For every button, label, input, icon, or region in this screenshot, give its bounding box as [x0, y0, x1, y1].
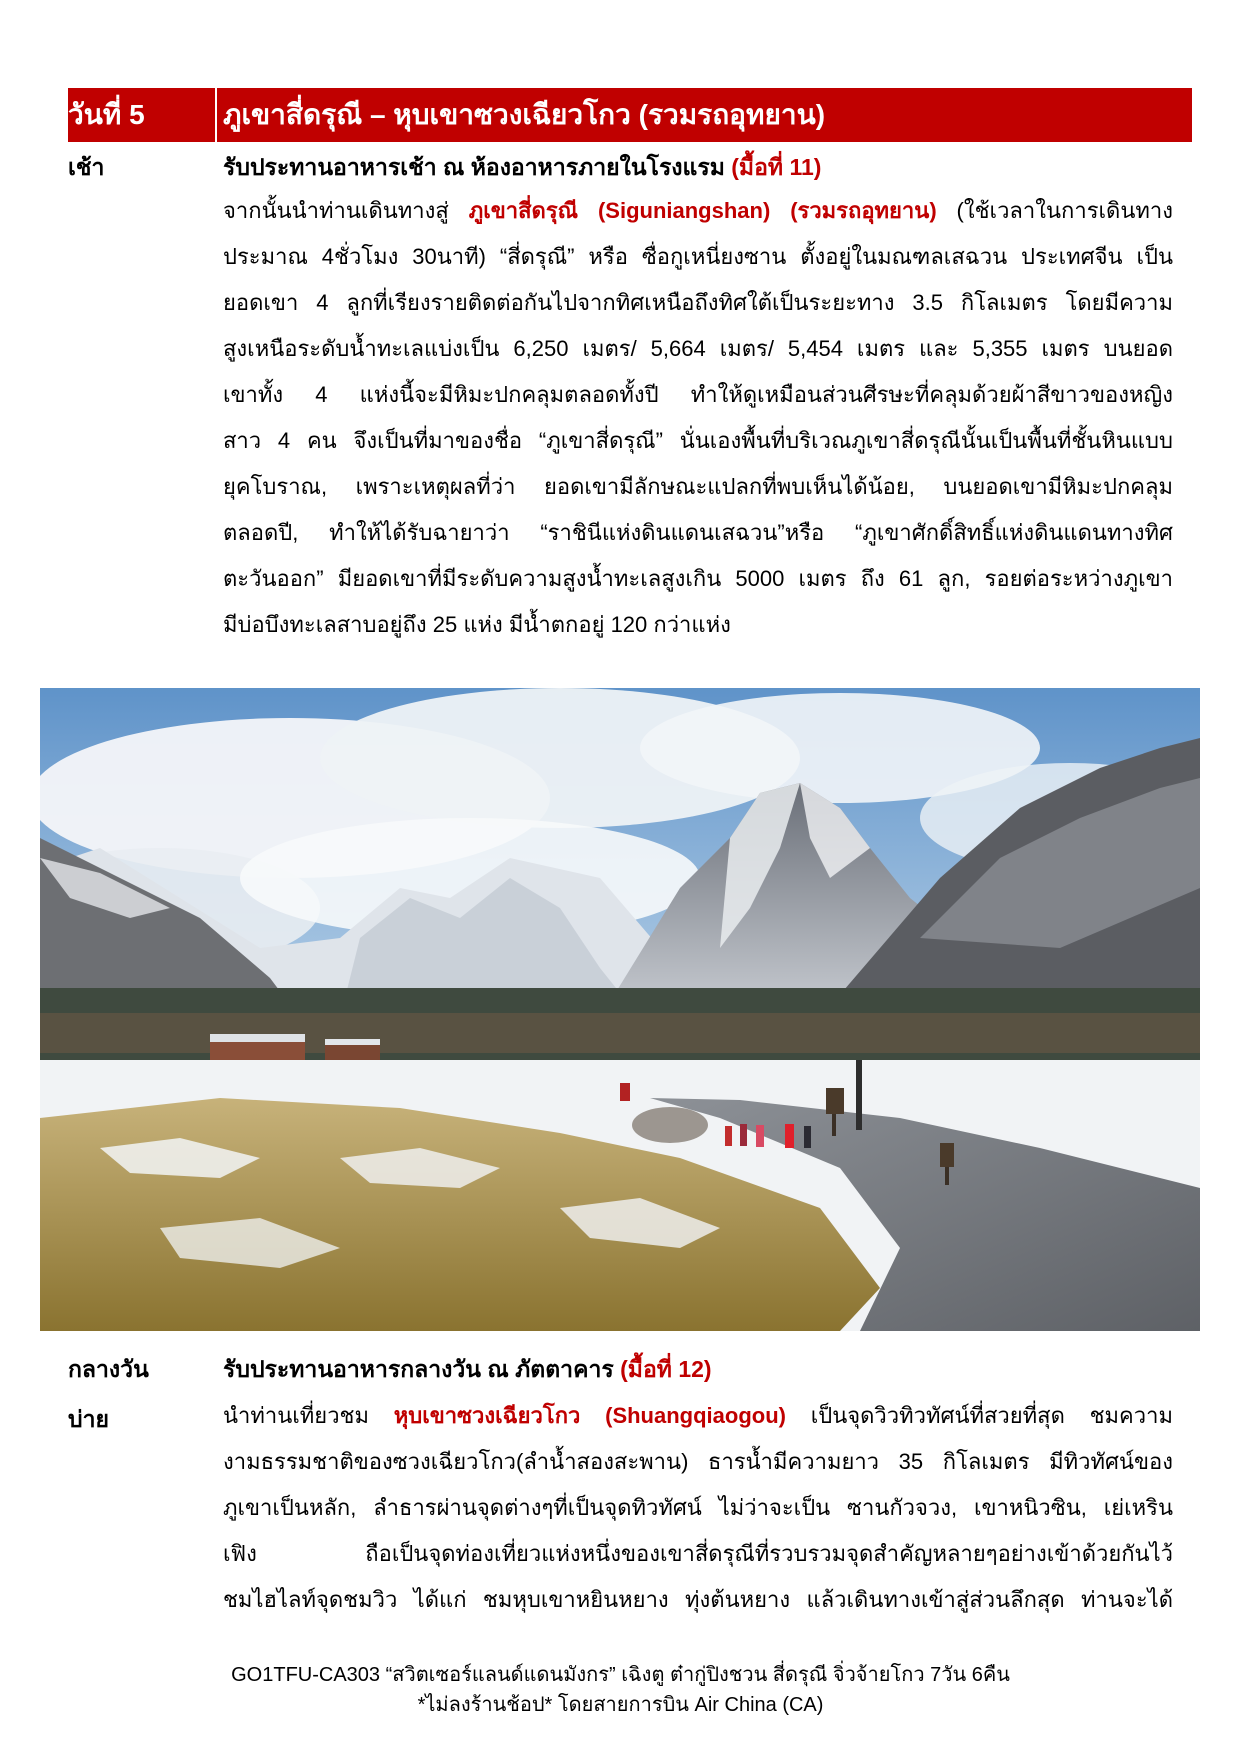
morning-line: จากนั้นนำท่านเดินทางสู่ ภูเขาสี่ดรุณี (Siguniangshan) (รวมรถอุทยาน) (ใช้เวลาในการเดินทาง — [223, 198, 1173, 223]
noon-meal-number: (มื้อที่ 12) — [620, 1356, 712, 1382]
afternoon-line: งามธรรมชาติของซวงเฉียวโกว(ลำน้ำสองสะพาน) ธารน้ำมีความยาว 35 กิโลเมตร มีทิวทัศน์ของ — [223, 1449, 1173, 1474]
afternoon-line: ภูเขาเป็นหลัก, ลำธารผ่านจุดต่างๆที่เป็นจุดทิวทัศน์ ไม่ว่าจะเป็น ซานกัวจวง, เขาหนิวซิน, เย่เหริน — [223, 1495, 1173, 1520]
afternoon-line: ชมไฮไลท์จุดชมวิว ได้แก่ ชมหุบเขาหยินหยาง ทุ่งต้นหยาง แล้วเดินทางเข้าสู่ส่วนลึกสุด ท่านจะได้ — [223, 1587, 1173, 1612]
page-footer — [0, 1660, 1241, 1720]
morning-line: เขาทั้ง 4 แห่งนี้จะมีหิมะปกคลุมตลอดทั้งปี ทำให้ดูเหมือนส่วนศีรษะที่คลุมด้วยผ้าสีขาวของหญิง — [223, 382, 1173, 407]
footer-line-2: *ไม่ลงร้านช้อป* โดยสายการบิน Air China (CA) — [417, 1694, 824, 1716]
morning-line: สูงเหนือระดับน้ำทะเลแบ่งเป็น 6,250 เมตร/ 5,664 เมตร/ 5,454 เมตร และ 5,355 เมตร บนยอด — [223, 336, 1173, 361]
morning-meal-line — [223, 150, 821, 186]
header-divider — [215, 88, 217, 142]
noon-label: กลางวัน — [68, 1356, 149, 1382]
morning-meal-text: รับประทานอาหารเช้า ณ ห้องอาหารภายในโรงแรม — [223, 154, 725, 180]
afternoon-paragraph — [223, 1393, 1173, 1623]
morning-line: ประมาณ 4ชั่วโมง 30นาที) “สี่ดรุณี” หรือ ซื่อกูเหนี่ยงซาน ตั้งอยู่ในมณฑลเสฉวน ประเทศจีน เป็น — [223, 244, 1173, 269]
afternoon-line: เฟิง ถือเป็นจุดท่องเที่ยวแห่งหนึ่งของเขาสี่ดรุณีที่รวบรวมจุดสำคัญหลายๆอย่างเข้าด้วยกันไว้ — [223, 1541, 1173, 1566]
morning-meal-number: (มื้อที่ 11) — [731, 154, 822, 180]
morning-line: สาว 4 คน จึงเป็นที่มาของชื่อ “ภูเขาสี่ดรุณี” นั่นเองพื้นที่บริเวณภูเขาสี่ดรุณีนั้นเป็นพื้นที่ชั้นหินแบบ — [223, 428, 1173, 453]
noon-meal-text: รับประทานอาหารกลางวัน ณ ภัตตาคาร — [223, 1356, 614, 1382]
footer-line-1: GO1TFU-CA303 “สวิตเซอร์แลนด์แดนมังกร” เฉิงตู ต๋ากู่ปิงชวน สี่ดรุณี จิ่วจ้ายโกว 7วัน 6คืน — [231, 1664, 1010, 1686]
morning-line: ยอดเขา 4 ลูกที่เรียงรายติดต่อกันไปจากทิศเหนือถึงทิศใต้เป็นระยะทาง 3.5 กิโลเมตร โดยมีความ — [223, 290, 1173, 315]
afternoon-line: นำท่านเที่ยวชม หุบเขาซวงเฉียวโกว (Shuangqiaogou) เป็นจุดวิวทิวทัศน์ที่สวยที่สุด ชมความ — [223, 1403, 1173, 1428]
morning-label: เช้า — [68, 154, 105, 180]
morning-paragraph — [223, 188, 1173, 648]
day-header-bar — [68, 88, 1192, 144]
noon-meal-line — [223, 1352, 712, 1388]
morning-line: ตะวันออก” มียอดเขาที่มีระดับความสูงน้ำทะเลสูงเกิน 5000 เมตร ถึง 61 ลูก, รอยต่อระหว่างภูเขา — [223, 566, 1173, 591]
siguniang-mountain-photo — [40, 688, 1200, 1331]
morning-line: มีบ่อบึงทะเลสาบอยู่ถึง 25 แห่ง มีน้ำตกอยู่ 120 กว่าแห่ง — [223, 612, 731, 637]
landscape-illustration — [40, 688, 1200, 1331]
afternoon-label: บ่าย — [68, 1406, 109, 1432]
day-label: วันที่ 5 — [68, 99, 145, 130]
day-title: ภูเขาสี่ดรุณี – หุบเขาซวงเฉียวโกว (รวมรถอุทยาน) — [223, 99, 826, 130]
morning-line: ยุคโบราณ, เพราะเหตุผลที่ว่า ยอดเขามีลักษณะแปลกที่พบเห็นได้น้อย, บนยอดเขามีหิมะปกคลุม — [223, 474, 1173, 499]
morning-line: ตลอดปี, ทำให้ได้รับฉายาว่า “ราชินีแห่งดินแดนเสฉวน”หรือ “ภูเขาศักดิ์สิทธิ์แห่งดินแดนทางทิศ — [223, 520, 1173, 545]
